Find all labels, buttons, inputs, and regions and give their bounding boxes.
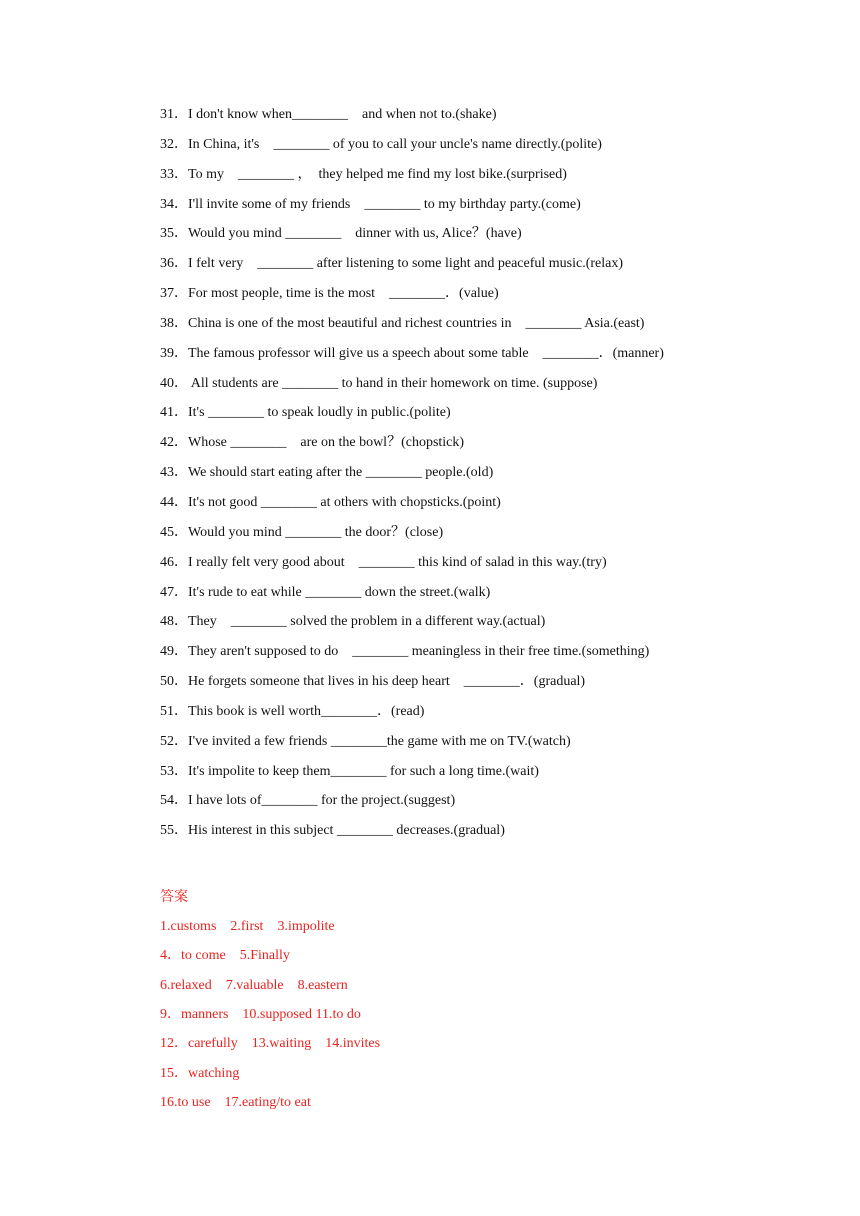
question-item: 54．I have lots of________ for the project.(suggest) <box>160 793 456 809</box>
question-item: 45．Would you mind ________ the door？(close) <box>160 524 444 540</box>
question-item: 37．For most people, time is the most ________．(value) <box>160 286 499 302</box>
answer-list <box>160 912 780 1117</box>
question-item: 52．I've invited a few friends ________the game with me on TV.(watch) <box>160 733 571 749</box>
question-item: 51．This book is well worth________．(read) <box>160 703 425 719</box>
question-item: 50．He forgets someone that lives in his deep heart ________．(gradual) <box>160 674 586 690</box>
answer-line: 6.relaxed 7.valuable 8.eastern <box>160 977 348 993</box>
answer-line: 9．manners 10.supposed 11.to do <box>160 1006 361 1022</box>
answer-heading: 答案 <box>160 890 188 906</box>
question-item: 39．The famous professor will give us a speech about some table ________．(manner) <box>160 345 664 361</box>
question-item: 47．It's rude to eat while ________ down the street.(walk) <box>160 584 491 600</box>
question-item: 33．To my ________ ， they helped me find my lost bike.(surprised) <box>160 166 567 182</box>
answer-line: 15．watching <box>160 1065 240 1081</box>
answer-section <box>160 883 780 1117</box>
question-item: 43．We should start eating after the ________ people.(old) <box>160 465 494 481</box>
question-item: 32．In China, it's ________ of you to call your uncle's name directly.(polite) <box>160 136 602 152</box>
question-item: 44．It's not good ________ at others with chopsticks.(point) <box>160 494 501 510</box>
answer-line: 1.customs 2.first 3.impolite <box>160 919 335 935</box>
question-item: 38．China is one of the most beautiful and richest countries in ________ Asia.(east) <box>160 315 645 331</box>
question-item: 35．Would you mind ________ dinner with us, Alice？(have) <box>160 226 522 242</box>
question-item: 36．I felt very ________ after listening to some light and peaceful music.(relax) <box>160 256 624 272</box>
question-list <box>160 100 780 846</box>
question-item: 41．It's ________ to speak loudly in public.(polite) <box>160 405 451 421</box>
question-item: 48．They ________ solved the problem in a different way.(actual) <box>160 614 546 630</box>
question-item: 42．Whose ________ are on the bowl？(chopstick) <box>160 435 465 451</box>
question-item: 31．I don't know when________ and when not to.(shake) <box>160 107 497 122</box>
answer-line: 16.to use 17.eating/to eat <box>160 1094 311 1110</box>
worksheet-page <box>160 100 780 1117</box>
question-item: 34．I'll invite some of my friends ________ to my birthday party.(come) <box>160 196 581 212</box>
question-item: 49．They aren't supposed to do ________ meaningless in their free time.(something) <box>160 644 650 660</box>
question-item: 53．It's impolite to keep them________ for such a long time.(wait) <box>160 763 539 779</box>
question-item: 40． All students are ________ to hand in their homework on time. (suppose) <box>160 375 598 391</box>
question-item: 55．His interest in this subject ________ decreases.(gradual) <box>160 823 505 839</box>
answer-line: 4．to come 5.Finally <box>160 948 290 964</box>
answer-line: 12．carefully 13.waiting 14.invites <box>160 1036 381 1052</box>
question-item: 46．I really felt very good about ________ this kind of salad in this way.(try) <box>160 554 607 570</box>
